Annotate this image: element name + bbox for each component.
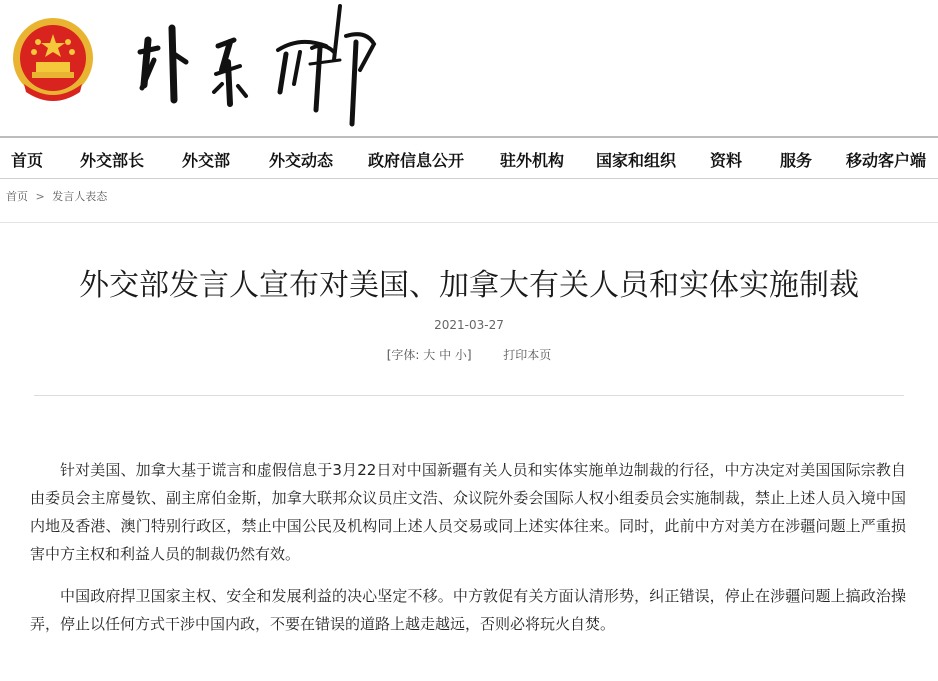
nav-item-countries-organizations[interactable]: 国家和组织 [596, 151, 677, 170]
breadcrumb [6, 188, 107, 204]
divider [0, 222, 938, 223]
breadcrumb-separator: > [35, 190, 45, 203]
article-paragraph: 中国政府捍卫国家主权、安全和发展利益的决心坚定不移。中方敦促有关方面认清形势，纠正错误，停止在涉疆问题上搞政治操弄，停止以任何方式干涉中国内政，不要在错误的道路上越走越远，否则必将玩火自焚。 [30, 587, 906, 633]
print-page-link[interactable]: 打印本页 [503, 348, 552, 362]
breadcrumb-current-link[interactable]: 发言人表态 [52, 190, 108, 203]
nav-item-missions-abroad[interactable]: 驻外机构 [500, 151, 565, 170]
breadcrumb-home-link[interactable]: 首页 [6, 190, 28, 203]
article-paragraph: 针对美国、加拿大基于谎言和虚假信息于3月22日对中国新疆有关人员和实体实施单边制裁的行径，中方决定对美国国际宗教自由委员会主席曼钦、副主席伯金斯，加拿大联邦众议员庄文浩、众议院外委会国际人权小组委员会实施制裁，禁止上述人员入境中国内地及香港、澳门特别行政区，禁止中国公民及机构同上述人员交易或同上述实体往来。同时，此前中方对美方在涉疆问题上严重损害中方主权和利益人员的制裁仍然有效。 [30, 461, 906, 563]
calligraphy-logo [130, 0, 390, 132]
main-nav [0, 136, 938, 179]
article-date: 2021-03-27 [434, 318, 504, 332]
nav-item-ministry[interactable]: 外交部 [182, 151, 231, 170]
national-emblem-icon [10, 14, 96, 106]
divider [34, 395, 904, 396]
nav-item-resources[interactable]: 资料 [710, 151, 743, 170]
nav-item-diplomatic-news[interactable]: 外交动态 [269, 151, 334, 170]
article-title: 外交部发言人宣布对美国、加拿大有关人员和实体实施制裁 [79, 268, 859, 303]
article-tools [0, 346, 938, 363]
nav-item-services[interactable]: 服务 [780, 151, 813, 170]
nav-item-mobile-client[interactable]: 移动客户端 [846, 151, 927, 170]
nav-item-minister[interactable]: 外交部长 [80, 151, 145, 170]
nav-item-government-info[interactable]: 政府信息公开 [368, 151, 465, 170]
site-header [0, 0, 938, 136]
font-size-switch[interactable]: [字体: 大 中 小] [386, 348, 472, 362]
article-body [30, 456, 906, 652]
nav-item-home[interactable]: 首页 [11, 151, 44, 170]
